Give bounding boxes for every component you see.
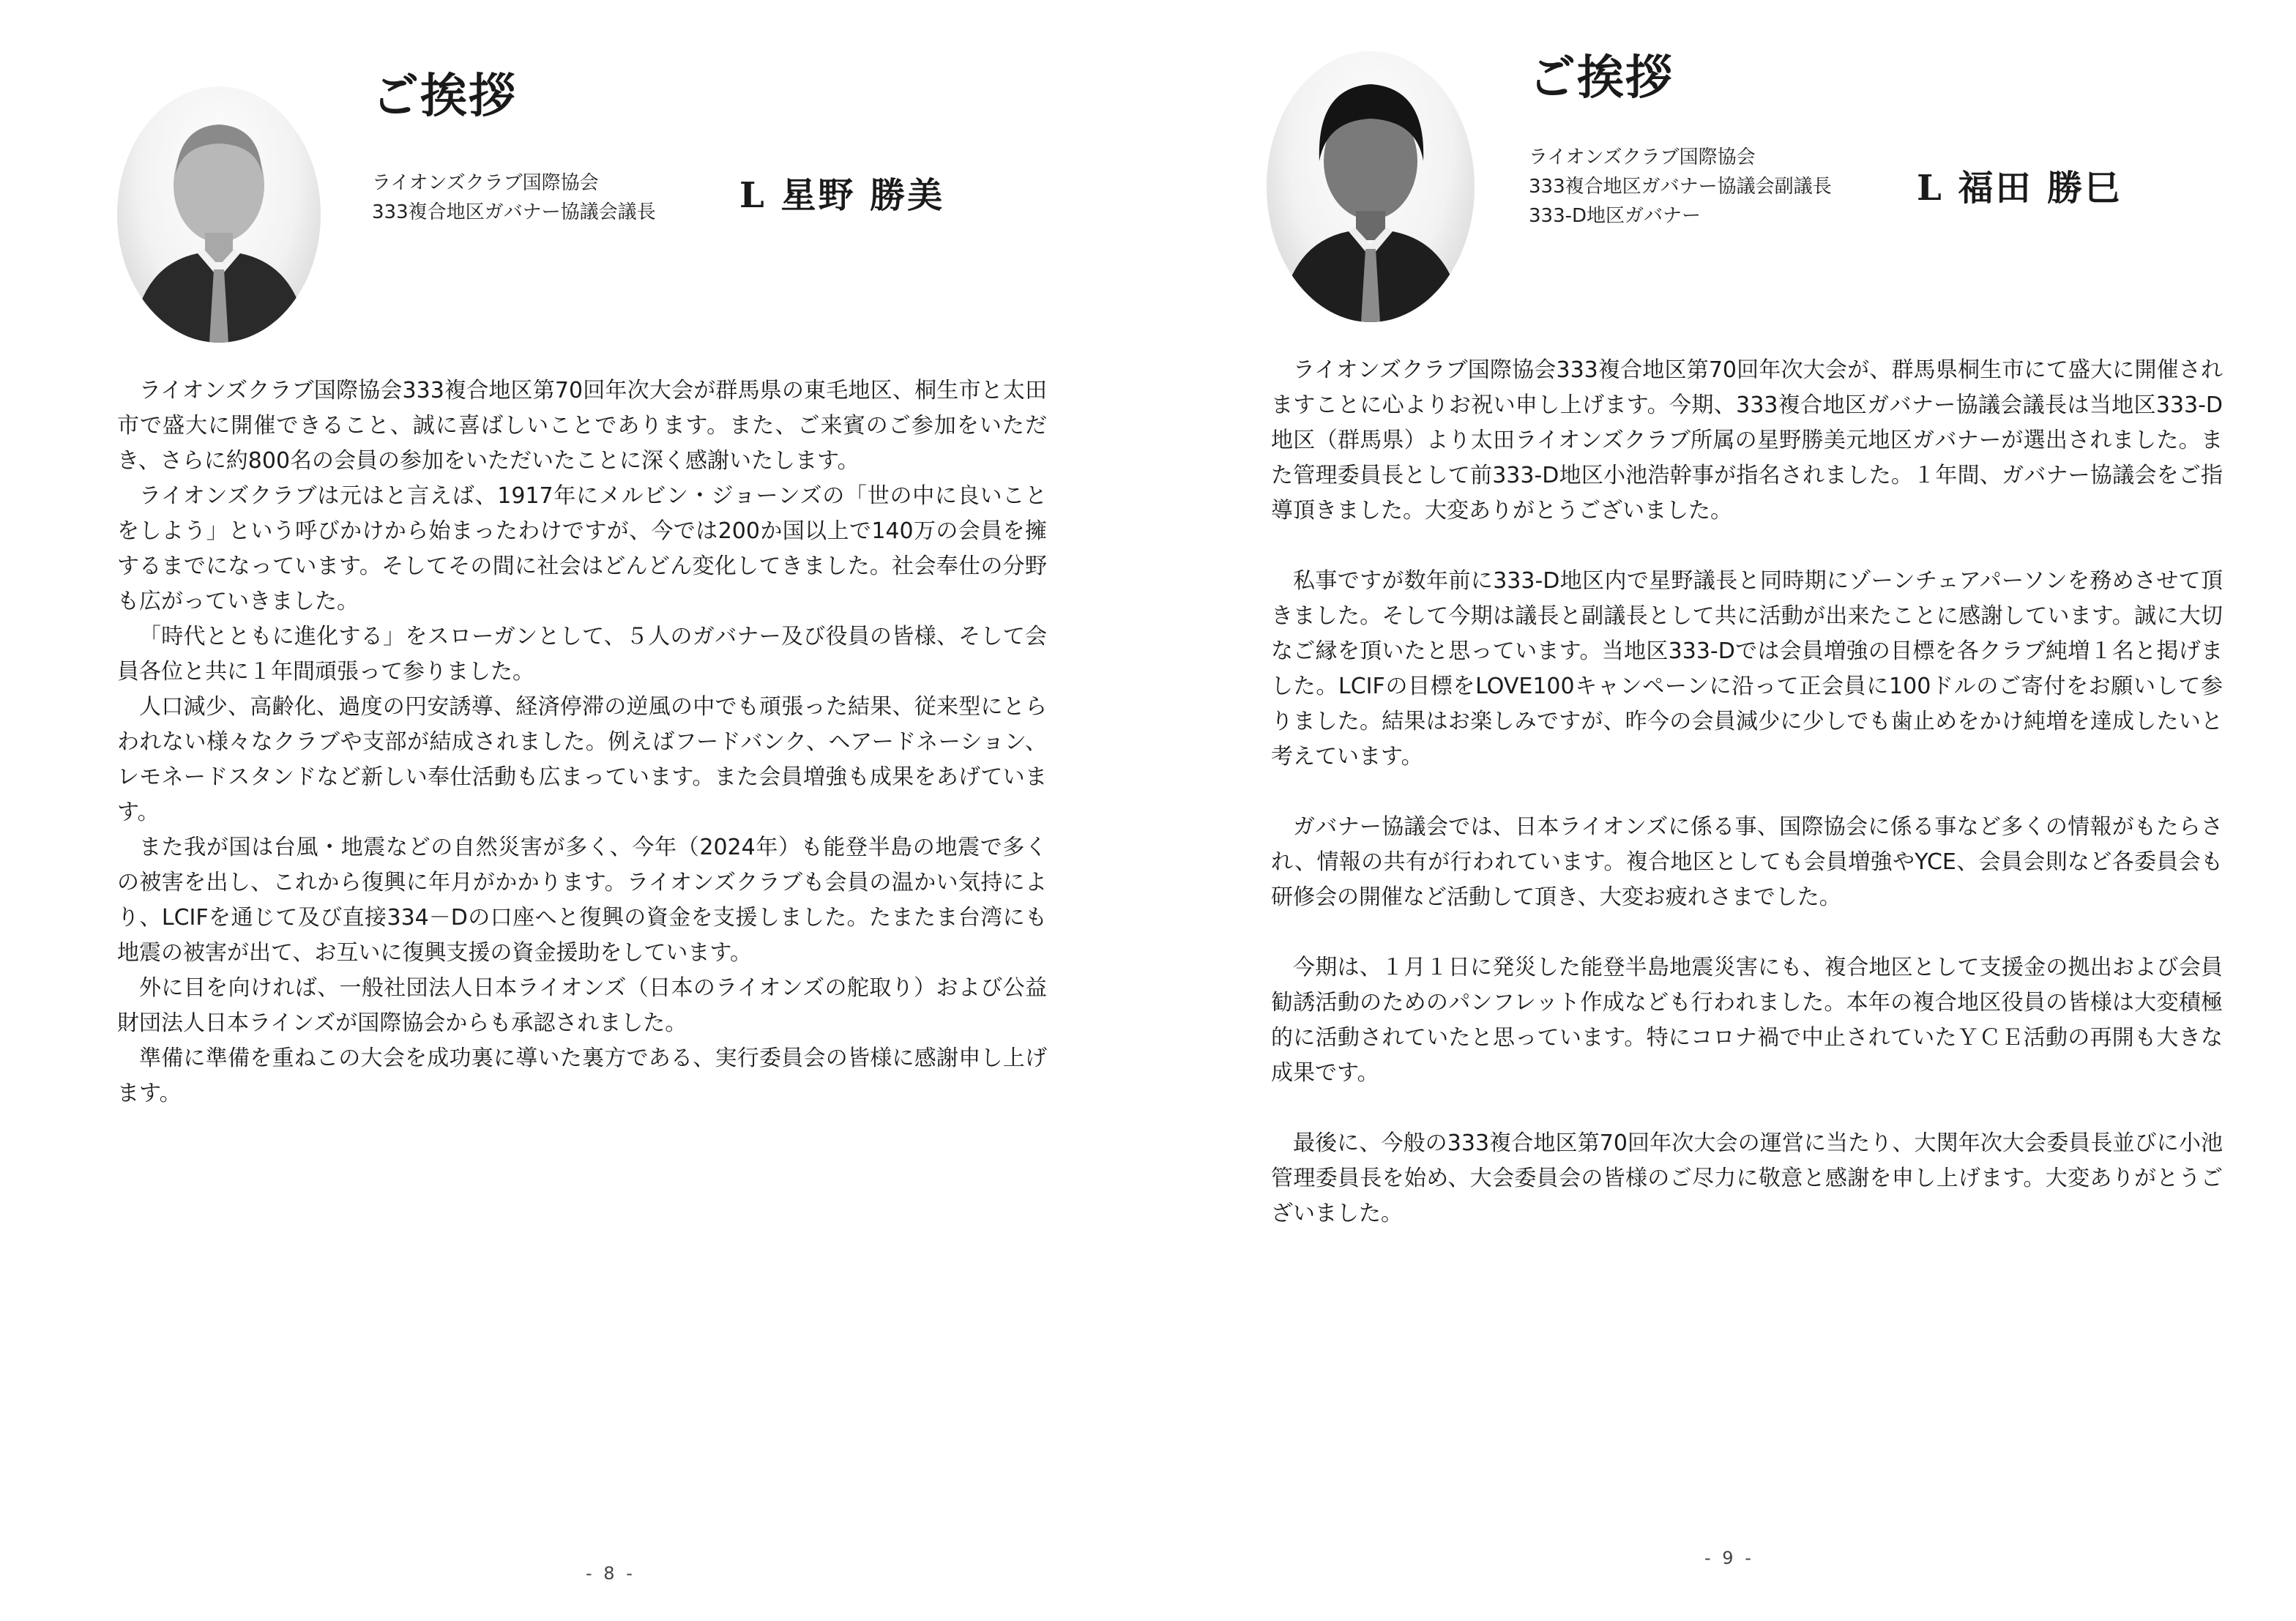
affiliation-line: ライオンズクラブ国際協会 <box>1529 146 1756 168</box>
affiliation-line: 333複合地区ガバナー協議会議長 <box>372 201 656 223</box>
body-paragraph: ライオンズクラブ国際協会333複合地区第70回年次大会が、群馬県桐生市にて盛大に開催されますことに心よりお祝い申し上げます。今期、333複合地区ガバナー協議会議長は当地区333-D地区（群馬県）より太田ライオンズクラブ所属の星野勝美元地区ガバナーが選出されました。また管理委員長として前333-D地区小池浩幹事が指名されました。１年間、ガバナー協議会をご指導頂きました。大変ありがとうございました。 <box>1271 357 2223 523</box>
affiliation-line: 333-D地区ガバナー <box>1529 205 1702 227</box>
body-paragraph: ライオンズクラブは元はと言えば、1917年にメルビン・ジョーンズの「世の中に良いことをしよう」という呼びかけから始まったわけですが、今では200か国以上で140万の会員を擁するまでになっています。そしてその間に社会はどんどん変化してきました。社会奉仕の分野も広がっていきました。 <box>117 483 1047 614</box>
speaker-affiliation <box>1529 143 1832 231</box>
affiliation-line: 333複合地区ガバナー協議会副議長 <box>1529 176 1832 198</box>
body-paragraph: 「時代とともに進化する」をスローガンとして、５人のガバナー及び役員の皆様、そして会員各位と共に１年間頑張って参りました。 <box>117 624 1047 685</box>
body-paragraph: また我が国は台風・地震などの自然災害が多く、今年（2024年）も能登半島の地震で多くの被害を出し、これから復興に年月がかかります。ライオンズクラブも会員の温かい気持により、LCIFを通じて及び直接334－Dの口座へと復興の資金を支援しました。たまたま台湾にも地震の被害が出て、お互いに復興支援の資金援助をしています。 <box>117 835 1047 966</box>
body-paragraph: ガバナー協議会では、日本ライオンズに係る事、国際協会に係る事など多くの情報がもたらされ、情報の共有が行われています。複合地区としても会員増強やYCE、会員会則など各委員会も研修会の開催など活動して頂き、大変お疲れさまでした。 <box>1271 814 2223 910</box>
portrait-illustration <box>1267 51 1475 322</box>
greeting-title: ご挨拶 <box>1529 51 1674 105</box>
greeting-title: ご挨拶 <box>372 69 517 124</box>
page-number: - 8 - <box>586 1563 636 1584</box>
body-paragraph: 今期は、１月１日に発災した能登半島地震災害にも、複合地区として支援金の拠出および会員勧誘活動のためのパンフレット作成なども行われました。本年の複合地区役員の皆様は大変積極的に活動されていたと思っています。特にコロナ禍で中止されていたＹＣＥ活動の再開も大きな成果です。 <box>1271 955 2223 1086</box>
portrait-photo-fukuda <box>1267 51 1475 322</box>
greeting-body <box>117 373 1047 1111</box>
affiliation-line: ライオンズクラブ国際協会 <box>372 172 599 194</box>
page-number: - 9 - <box>1704 1548 1754 1568</box>
body-paragraph: 外に目を向ければ、一般社団法人日本ライオンズ（日本のライオンズの舵取り）および公益財団法人日本ラインズが国際協会からも承認されました。 <box>117 975 1047 1036</box>
speaker-name: L 星野 勝美 <box>739 175 945 216</box>
body-paragraph: 準備に準備を重ねこの大会を成功裏に導いた裏方である、実行委員会の皆様に感謝申し上げます。 <box>117 1046 1047 1106</box>
speaker-name: L 福田 勝巳 <box>1917 168 2122 209</box>
greeting-body <box>1271 353 2223 1267</box>
body-paragraph: 人口減少、高齢化、過度の円安誘導、経済停滞の逆風の中でも頑張った結果、従来型にとらわれない様々なクラブや支部が結成されました。例えばフードバンク、ヘアードネーション、レモネードスタンドなど新しい奉仕活動も広まっています。また会員増強も成果をあげています。 <box>117 694 1047 825</box>
speaker-affiliation <box>372 168 656 227</box>
portrait-photo-hoshino <box>117 86 321 343</box>
body-paragraph: 最後に、今般の333複合地区第70回年次大会の運営に当たり、大関年次大会委員長並びに小池管理委員長を始め、大会委員会の皆様のご尽力に敬意と感謝を申し上げます。大変ありがとうございました。 <box>1271 1130 2223 1226</box>
body-paragraph: ライオンズクラブ国際協会333複合地区第70回年次大会が群馬県の東毛地区、桐生市と太田市で盛大に開催できること、誠に喜ばしいことであります。また、ご来賓のご参加をいただき、さらに約800名の会員の参加をいただいたことに深く感謝いたします。 <box>117 378 1047 474</box>
body-paragraph: 私事ですが数年前に333-D地区内で星野議長と同時期にゾーンチェアパーソンを務めさせて頂きました。そして今期は議長と副議長として共に活動が出来たことに感謝しています。誠に大切なご縁を頂いたと思っています。当地区333-Dでは会員増強の目標を各クラブ純増１名と掲げました。LCIFの目標をLOVE100キャンペーンに沿って正会員に100ドルのご寄付をお願いして参りました。結果はお楽しみですが、昨今の会員減少に少しでも歯止めをかけ純増を達成したいと考えています。 <box>1271 568 2223 769</box>
portrait-illustration <box>117 86 321 343</box>
page-right <box>1148 0 2296 1621</box>
